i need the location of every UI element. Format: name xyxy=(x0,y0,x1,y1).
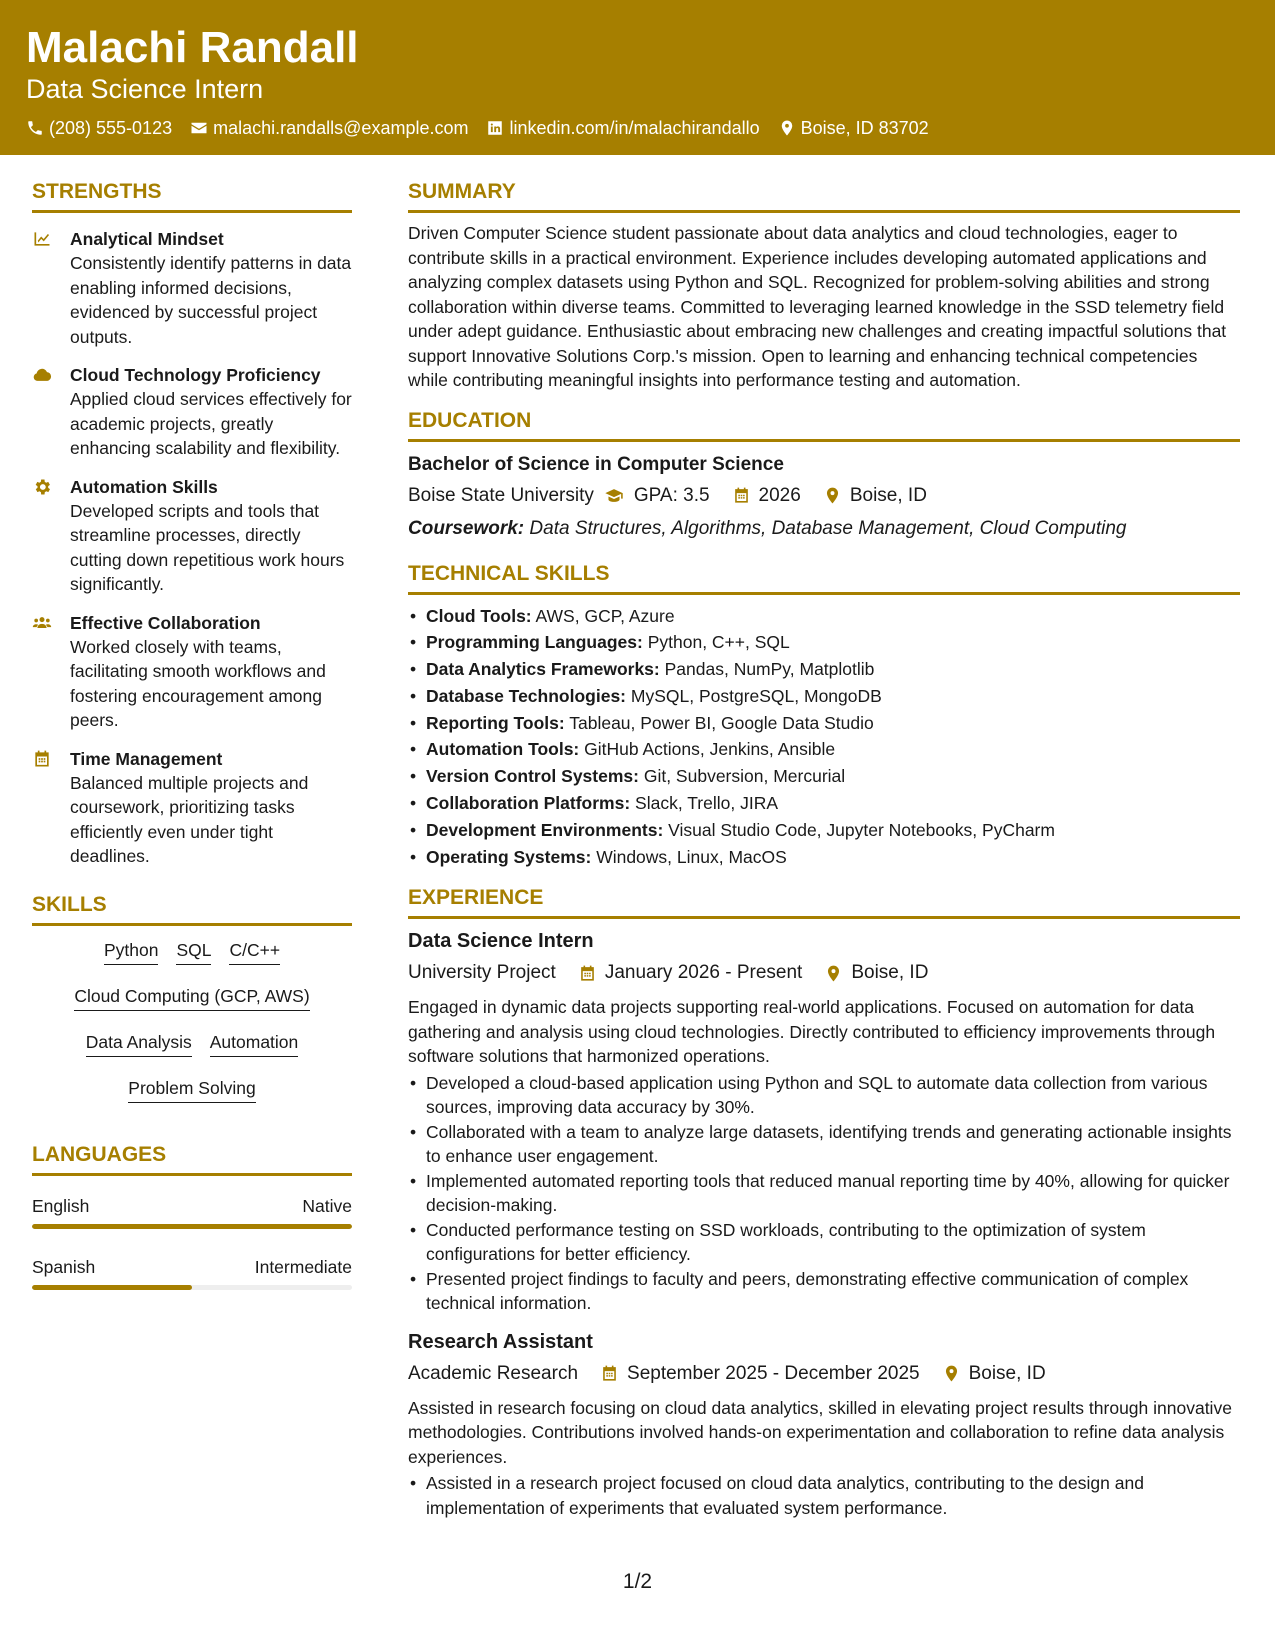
phone-text: (208) 555-0123 xyxy=(49,118,173,138)
job-meta xyxy=(408,1360,1240,1388)
strength-title: Time Management xyxy=(70,748,223,769)
strength-title: Cloud Technology Proficiency xyxy=(70,365,321,385)
linkedin-icon xyxy=(486,119,504,137)
job-title: Research Assistant xyxy=(408,1330,593,1353)
language-level: Intermediate xyxy=(254,1256,352,1277)
linkedin-text: linkedin.com/in/malachirandallo xyxy=(509,118,760,138)
resume-header xyxy=(0,0,1275,155)
list-item xyxy=(408,763,1240,790)
location-pin-icon xyxy=(942,1364,961,1383)
strength-description: Balanced multiple projects and coursework, prioritizing tasks efficiently even under tight deadlines. xyxy=(70,772,309,866)
skill-tag: Python xyxy=(104,938,158,965)
job-summary: Assisted in research focusing on cloud data analytics, skilled in elevating project results through innovative methodologies. Contributions involved hands-on experimentation and collaboration to refine data analysis experiences. xyxy=(408,1397,1232,1467)
list-item xyxy=(408,710,1240,737)
list-item xyxy=(408,736,1240,763)
job-bullets xyxy=(408,1471,1240,1520)
job-location: Boise, ID xyxy=(851,962,929,984)
skill-category: Automation Tools: xyxy=(426,739,580,760)
strength-title: Effective Collaboration xyxy=(70,612,261,633)
strength-item xyxy=(32,363,352,461)
job-dates: September 2025 - December 2025 xyxy=(627,1362,920,1384)
language-item xyxy=(32,1255,352,1279)
technical-skills-list xyxy=(408,603,1240,871)
envelope-icon xyxy=(190,119,208,137)
list-item xyxy=(408,683,1240,710)
cloud-icon xyxy=(32,365,52,385)
skill-values: Windows, Linux, MacOS xyxy=(591,846,787,867)
right-column xyxy=(408,178,1240,1520)
skill-category: Reporting Tools: xyxy=(426,712,565,733)
strength-item xyxy=(32,227,352,349)
location-pin-icon xyxy=(824,964,843,983)
job-title: Data Science Intern xyxy=(408,930,594,953)
language-proficiency-bar xyxy=(32,1224,352,1229)
users-icon xyxy=(32,613,52,633)
language-proficiency-bar xyxy=(32,1285,352,1290)
skill-values: Python, C++, SQL xyxy=(642,632,790,653)
strength-item xyxy=(32,475,352,597)
skill-tag: C/C++ xyxy=(229,938,280,965)
job-dates: January 2026 - Present xyxy=(604,962,803,984)
skill-category: Database Technologies: xyxy=(426,685,627,706)
skills-heading: SKILLS xyxy=(32,891,352,926)
chart-line-icon xyxy=(32,229,52,249)
skill-category: Cloud Tools: xyxy=(426,605,532,626)
list-item: • Assisted in a research project focused on cloud data analytics, contributing to the design and implementation of experiments that evaluated system performance. xyxy=(408,1471,1240,1520)
strength-title: Automation Skills xyxy=(70,476,218,497)
contact-phone[interactable] xyxy=(26,116,172,140)
coursework xyxy=(408,516,1240,542)
strength-description: Worked closely with teams, facilitating smooth workflows and fostering encouragement among peers. xyxy=(70,636,326,730)
list-item xyxy=(408,790,1240,817)
education-meta xyxy=(408,482,1240,510)
job-organization: University Project xyxy=(408,962,556,984)
skill-values: GitHub Actions, Jenkins, Ansible xyxy=(579,739,836,760)
list-item xyxy=(408,817,1240,844)
languages-list xyxy=(32,1194,352,1290)
skill-category: Version Control Systems: xyxy=(426,766,639,787)
contact-linkedin[interactable] xyxy=(486,116,759,140)
skill-values: Visual Studio Code, Jupyter Notebooks, PyCharm xyxy=(663,819,1055,840)
summary-heading: SUMMARY xyxy=(408,178,1240,213)
school-name: Boise State University xyxy=(408,484,594,506)
list-item: • Implemented automated reporting tools that reduced manual reporting time by 40%, allowing for quicker decision-making. xyxy=(408,1169,1240,1218)
job-entry xyxy=(408,1328,1240,1521)
gpa: GPA: 3.5 xyxy=(633,484,710,506)
language-item xyxy=(32,1194,352,1218)
language-level: Native xyxy=(302,1195,352,1216)
skill-tag: SQL xyxy=(176,938,211,965)
skill-values: Pandas, NumPy, Matplotlib xyxy=(659,659,875,680)
language-name: Spanish xyxy=(32,1256,96,1277)
language-proficiency-fill xyxy=(32,1224,352,1229)
skills-list xyxy=(32,938,352,1103)
list-item: • Conducted performance testing on SSD workloads, contributing to the optimization of system configurations for better efficiency. xyxy=(408,1218,1240,1267)
location-text: Boise, ID 83702 xyxy=(800,118,929,138)
page-number: 1/2 xyxy=(622,1570,653,1593)
skill-values: Git, Subversion, Mercurial xyxy=(638,766,846,787)
strength-item xyxy=(32,611,352,733)
location-pin-icon xyxy=(823,486,842,505)
list-item: • Presented project findings to faculty and peers, demonstrating effective communication of complex technical information. xyxy=(408,1267,1240,1316)
phone-icon xyxy=(26,119,44,137)
email-text: malachi.randalls@example.com xyxy=(213,118,469,138)
job-entry xyxy=(408,927,1240,1316)
job-summary: Engaged in dynamic data projects supporting real-world applications. Focused on automation for data gathering and analysis using cloud technologies. Directly contributed to efficiency improvements through software solutions that harmonized operations. xyxy=(408,997,1216,1067)
job-organization: Academic Research xyxy=(408,1362,579,1384)
left-column xyxy=(32,178,352,1316)
education-heading: EDUCATION xyxy=(408,407,1240,442)
skill-category: Data Analytics Frameworks: xyxy=(426,659,660,680)
job-location: Boise, ID xyxy=(968,1362,1046,1384)
language-name: English xyxy=(32,1195,90,1216)
language-proficiency-fill xyxy=(32,1285,192,1290)
list-item xyxy=(408,656,1240,683)
job-bullets xyxy=(408,1071,1240,1316)
list-item xyxy=(408,844,1240,871)
skill-tag: Data Analysis xyxy=(86,1030,192,1057)
skill-category: Programming Languages: xyxy=(426,632,643,653)
contact-location xyxy=(778,116,929,140)
skill-values: AWS, GCP, Azure xyxy=(531,605,675,626)
strength-description: Developed scripts and tools that streamline processes, directly cutting down repetitious work hours significantly. xyxy=(70,500,345,594)
calendar-icon xyxy=(732,486,751,505)
summary-text: Driven Computer Science student passionate about data analytics and cloud technologies, eager to contribute skills in a practical environment. Experience includes developing automated applications and analyzing complex datasets using Python and SQL. Recognized for problem-solving abilities and strong collaboration within diverse teams. Committed to leveraging learned knowledge in the SSD telemetry field under adept guidance. Enthusiastic about embracing new challenges and creating impactful solutions that support Innovative Solutions Corp.'s mission. Open to learning and enhancing technical competencies while contributing meaningful insights into performance testing and automation. xyxy=(408,223,1227,390)
experience-heading: EXPERIENCE xyxy=(408,884,1240,919)
calendar-icon xyxy=(600,1364,619,1383)
strength-title: Analytical Mindset xyxy=(70,229,224,249)
education-location: Boise, ID xyxy=(849,484,927,506)
skill-values: Tableau, Power BI, Google Data Studio xyxy=(564,712,874,733)
location-pin-icon xyxy=(778,119,796,137)
strength-description: Applied cloud services effectively for academic projects, greatly enhancing scalability and flexibility. xyxy=(70,389,352,458)
coursework-list: Data Structures, Algorithms, Database Management, Cloud Computing xyxy=(524,517,1127,539)
contact-email[interactable] xyxy=(190,116,468,140)
languages-heading: LANGUAGES xyxy=(32,1141,352,1176)
list-item xyxy=(408,629,1240,656)
skill-tag: Problem Solving xyxy=(128,1076,255,1103)
job-meta xyxy=(408,959,1240,987)
contact-info xyxy=(26,116,1249,140)
technical-skills-heading: TECHNICAL SKILLS xyxy=(408,560,1240,595)
candidate-name: Malachi Randall xyxy=(26,23,359,72)
list-item: • Developed a cloud-based application using Python and SQL to automate data collection from various sources, improving data accuracy by 30%. xyxy=(408,1071,1240,1120)
coursework-label: Coursework: xyxy=(408,517,525,539)
candidate-title: Data Science Intern xyxy=(26,74,264,104)
graduation-year: 2026 xyxy=(758,484,801,506)
skill-category: Development Environments: xyxy=(426,819,664,840)
skill-category: Operating Systems: xyxy=(426,846,592,867)
skill-values: MySQL, PostgreSQL, MongoDB xyxy=(626,685,882,706)
gear-icon xyxy=(32,477,52,497)
strength-description: Consistently identify patterns in data enabling informed decisions, evidenced by successful project outputs. xyxy=(70,253,352,347)
calendar-icon xyxy=(32,749,52,769)
strengths-heading: STRENGTHS xyxy=(32,178,352,213)
skill-category: Collaboration Platforms: xyxy=(426,793,631,814)
skill-values: Slack, Trello, JIRA xyxy=(630,793,779,814)
degree: Bachelor of Science in Computer Science xyxy=(408,453,784,475)
skill-tag: Automation xyxy=(210,1030,299,1057)
calendar-icon xyxy=(578,964,597,983)
skill-tag: Cloud Computing (GCP, AWS) xyxy=(74,984,309,1011)
list-item xyxy=(408,603,1240,630)
list-item: • Collaborated with a team to analyze large datasets, identifying trends and generating actionable insights to enhance user engagement. xyxy=(408,1120,1240,1169)
graduation-cap-icon xyxy=(602,486,626,505)
strength-item xyxy=(32,747,352,869)
